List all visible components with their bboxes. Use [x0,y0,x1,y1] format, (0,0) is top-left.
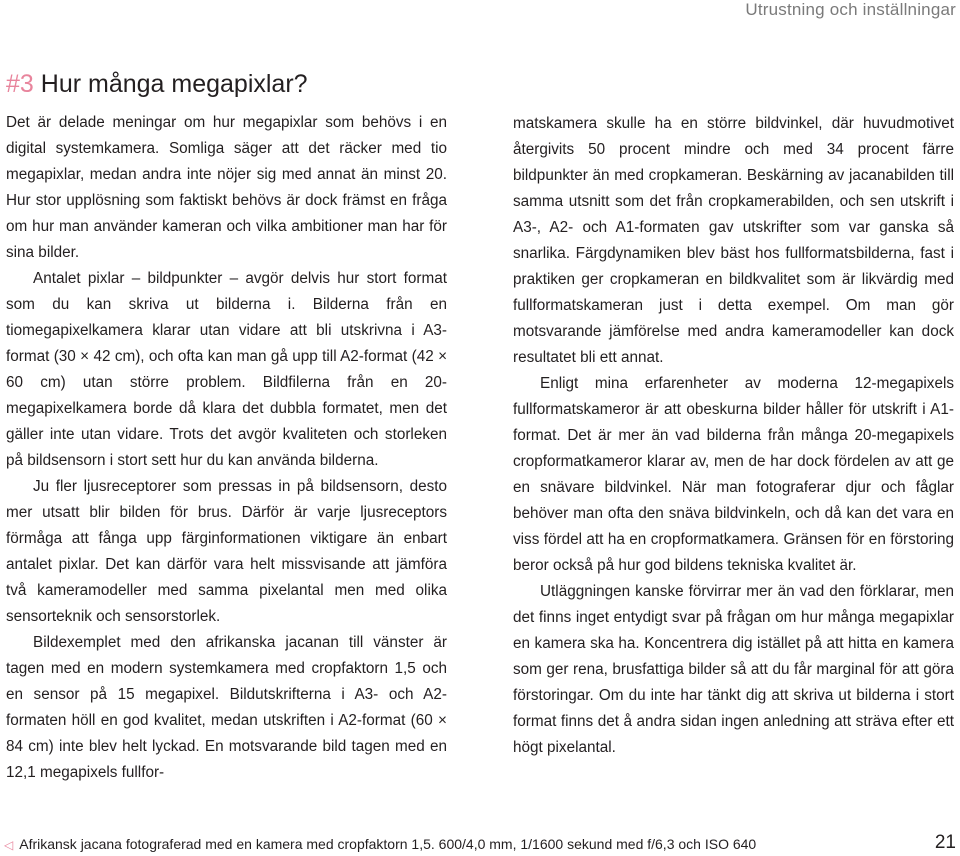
right-paragraph-2: Enligt mina erfarenheter av moderna 12-megapixels fullformatskameror är att obeskurna bilder håller för utskrift i A1-format. Det är mer än vad bilderna från många 20-megapixels cropformatkameror klarar av, men de har dock fördelen av att ge en snävare bildvinkel. När man fotograferar djur och fåglar behöver man ofta den snäva bildvinkeln, och då kan det vara en viss fördel att ha en cropformatkamera. Gränsen för en förstoring beror också på hur god bildens tekniska kvalitet är. [513,375,954,574]
right-paragraph-1: matskamera skulle ha en större bildvinkel, där huvudmotivet återgivits 50 procent mindre och med 34 procent färre bildpunkter än med cropkameran. Beskärning av jacanabilden till samma utsnitt som det från cropkamerabilden, och sen utskrift i A3-, A2- och A1-formaten gav utskrifter som var ganska så snarlika. Färgdynamiken blev bäst hos fullformatsbilderna, fast i praktiken ger cropkameran en bildkvalitet som är likvärdig med fullformatskameran just i detta exempel. Om man gör motsvarande jämförelse med andra kameramodeller kan dock resultatet bli ett annat. [513,115,954,366]
title-text: Hur många megapixlar? [33,70,308,98]
left-paragraph-2: Antalet pixlar – bildpunkter – avgör delvis hur stort format som du kan skriva ut bilderna i. Bilderna från en tiomegapixelkamera klarar utan vidare att bli utskrivna i A3-format (30 × 42 cm), och ofta kan man gå upp till A2-format (42 × 60 cm) utan större problem. Bildfilerna från en 20-megapixelkamera borde då klara det dubbla formatet, men det gäller inte utan vidare. Trots det avgör kvaliteten och storleken på bildsensorn i stort sett hur du kan använda bilderna. [6,270,447,469]
caption-text: Afrikansk jacana fotograferad med en kamera med cropfaktorn 1,5. 600/4,0 mm, 1/1600 sekund med f/6,3 och ISO 640 [19,836,757,852]
title-number: #3 [6,70,34,98]
page-number: 21 [934,832,956,853]
right-paragraph-3: Utläggningen kanske förvirrar mer än vad den förklarar, men det finns inget entydigt svar på frågan om hur många megapixlar en kamera ska ha. Koncentrera dig istället på att hitta en kamera som ger rena, brusfattiga bilder så att du får marginal för att göra förstoringar. Om du inte har tänkt dig att skriva ut bilderna i stort format finns det å andra sidan ingen anledning att sträva efter ett högt pixelantal. [513,583,954,756]
photo-caption [4,836,756,852]
left-paragraph-1: Det är delade meningar om hur megapixlar som behövs i en digital systemkamera. Somliga säger att det räcker med tio megapixlar, medan andra inte nöjer sig med annat än minst 20. Hur stor upplösning som faktiskt behövs är dock främst en fråga om hur man använder kameran och vilka ambitioner man har för sina bilder. [6,114,447,261]
left-column [6,110,447,786]
article-title [6,70,308,99]
right-column [513,111,954,761]
running-header: Utrustning och inställningar [745,0,956,19]
triangle-left-icon: ◁ [4,838,14,852]
left-paragraph-3: Ju fler ljusreceptorer som pressas in på bildsensorn, desto mer utsatt blir bilden för brus. Därför är varje ljusreceptors förmåga att fånga upp färginformationen viktigare än enbart antalet pixlar. Det kan därför vara helt missvisande att jämföra två kameramodeller med samma pixelantal men med olika sensorteknik och sensorstorlek. [6,478,447,625]
left-paragraph-4: Bildexemplet med den afrikanska jacanan till vänster är tagen med en modern systemkamera med cropfaktorn 1,5 och en sensor på 15 megapixel. Bildutskrifterna i A3- och A2-formaten höll en god kvalitet, medan utskriften i A2-format (60 × 84 cm) inte blev helt lyckad. En motsvarande bild tagen med en 12,1 megapixels fullfor- [6,634,447,781]
